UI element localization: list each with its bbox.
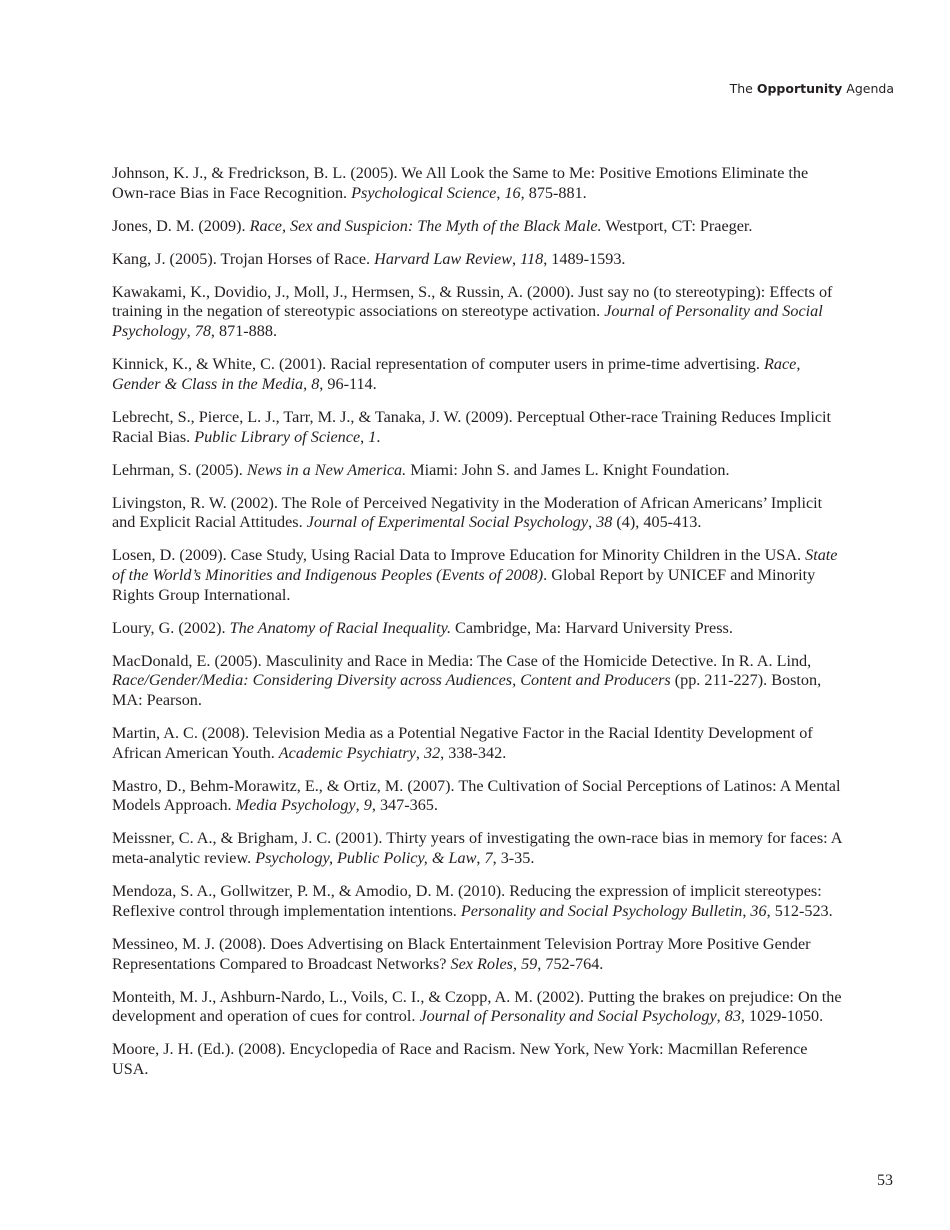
reference-text: , 338-342. — [440, 743, 507, 762]
reference-text: Meissner, C. A., & Brigham, J. C. (2001). Thirty years of investigating the own-race bias in memory for faces: A meta-analytic review. — [112, 829, 842, 868]
reference-italic: 36 — [750, 901, 767, 920]
reference-italic: Psychological Science — [351, 183, 497, 202]
reference-text: Miami: John S. and James L. Knight Foundation. — [406, 460, 730, 479]
reference-italic: Race/Gender/Media: Considering Diversity across Audiences, Content and Producers — [112, 671, 671, 690]
reference-text: Mastro, D., Behm-Morawitz, E., & Ortiz, M. (2007). The Cultivation of Social Perceptions of Latinos: A Mental Models Approach. — [112, 776, 841, 815]
reference-entry — [112, 283, 842, 342]
reference-italic: State of the World’s Minorities and Indigenous Peoples (Events of 2008) — [112, 546, 838, 584]
reference-text: , — [588, 513, 597, 532]
reference-entry — [112, 988, 842, 1027]
reference-italic: Academic Psychiatry — [278, 743, 416, 762]
reference-text: . Global Report by UNICEF and Minority Rights Group International. — [112, 565, 816, 604]
reference-italic: Media Psychology — [235, 796, 356, 815]
reference-text: , — [512, 249, 521, 268]
reference-text: , 347-365. — [371, 796, 438, 815]
reference-entry — [112, 494, 842, 533]
reference-italic: 16 — [504, 183, 521, 202]
reference-text: , 512-523. — [766, 901, 833, 920]
reference-text: , — [186, 322, 195, 341]
reference-entry — [112, 1040, 842, 1079]
header-post: Agenda — [846, 81, 894, 96]
reference-italic: Harvard Law Review — [374, 249, 513, 268]
header-pre: The — [729, 81, 753, 96]
reference-text: , — [716, 1007, 725, 1026]
reference-text: , 1029-1050. — [740, 1007, 824, 1026]
reference-text: Lebrecht, S., Pierce, L. J., Tarr, M. J., & Tanaka, J. W. (2009). Perceptual Other-race Training Reduces Implicit Racial Bias. — [112, 407, 832, 446]
reference-entry — [112, 355, 842, 394]
reference-text: , — [360, 427, 369, 446]
reference-italic: News in a New America. — [246, 460, 407, 479]
reference-text: (pp. 211-227). Boston, MA: Pearson. — [112, 671, 822, 710]
reference-text: , — [415, 743, 424, 762]
reference-text: , — [303, 374, 312, 393]
reference-italic: Psychology, Public Policy, & Law — [255, 849, 477, 868]
reference-text: , 3-35. — [492, 849, 535, 868]
reference-list — [112, 164, 842, 1093]
reference-italic: Race, Gender & Class in the Media — [112, 355, 801, 393]
reference-italic: The Anatomy of Racial Inequality. — [229, 618, 451, 637]
reference-italic: 7 — [484, 849, 493, 868]
reference-text: , 96-114. — [319, 374, 377, 393]
reference-italic: Journal of Experimental Social Psychology — [306, 513, 589, 532]
reference-entry — [112, 829, 842, 868]
reference-italic: Personality and Social Psychology Bulletin — [460, 901, 743, 920]
reference-italic: 8 — [311, 374, 320, 393]
reference-entry — [112, 777, 842, 816]
reference-italic: 1 — [368, 427, 377, 446]
reference-text: Messineo, M. J. (2008). Does Advertising on Black Entertainment Television Portray More Positive Gender Representations Compared to Broadcast Networks? — [112, 934, 811, 973]
reference-entry — [112, 408, 842, 447]
reference-entry — [112, 217, 842, 237]
reference-text: , 875-881. — [520, 183, 587, 202]
reference-text: , — [512, 954, 522, 973]
reference-text: Jones, D. M. (2009). — [112, 216, 250, 235]
reference-text: Losen, D. (2009). Case Study, Using Racial Data to Improve Education for Minority Children in the USA. — [112, 546, 806, 565]
reference-text: Loury, G. (2002). — [112, 618, 230, 637]
reference-text: Kang, J. (2005). Trojan Horses of Race. — [112, 249, 375, 268]
reference-italic: Journal of Personality and Social Psychology — [419, 1007, 717, 1026]
reference-entry — [112, 619, 842, 639]
reference-italic: 38 — [596, 513, 613, 532]
reference-text: Livingston, R. W. (2002). The Role of Perceived Negativity in the Moderation of African Americans’ Implicit and Explicit Racial Attitudes. — [112, 493, 823, 532]
reference-italic: Sex Roles — [450, 954, 513, 973]
running-header — [730, 81, 894, 96]
reference-italic: 78 — [194, 322, 211, 341]
reference-text: Cambridge, Ma: Harvard University Press. — [451, 618, 733, 637]
reference-text: , — [742, 901, 751, 920]
reference-italic: 83 — [724, 1007, 741, 1026]
reference-text: , 871-888. — [210, 322, 277, 341]
reference-entry — [112, 652, 842, 711]
reference-italic: Race, Sex and Suspicion: The Myth of the Black Male. — [249, 216, 602, 235]
reference-text: Johnson, K. J., & Fredrickson, B. L. (2005). We All Look the Same to Me: Positive Emotions Eliminate the Own-race Bias in Face Recognition. — [112, 164, 809, 202]
reference-text: Mendoza, S. A., Gollwitzer, P. M., & Amodio, D. M. (2010). Reducing the expression of implicit stereotypes: Reflexive control through implementation intentions. — [112, 882, 822, 920]
reference-entry — [112, 935, 842, 974]
reference-text: MacDonald, E. (2005). Masculinity and Race in Media: The Case of the Homicide Detective. In R. A. Lind, — [112, 651, 812, 670]
reference-text: , — [355, 796, 364, 815]
reference-text: Westport, CT: Praeger. — [601, 216, 753, 235]
reference-entry — [112, 164, 842, 203]
reference-italic: 59 — [521, 954, 538, 973]
reference-text: Monteith, M. J., Ashburn-Nardo, L., Voils, C. I., & Czopp, A. M. (2002). Putting the brakes on prejudice: On the development and operation of cues for control. — [112, 987, 842, 1026]
reference-italic: Public Library of Science — [194, 427, 361, 446]
reference-entry — [112, 461, 842, 481]
reference-text: Martin, A. C. (2008). Television Media as a Potential Negative Factor in the Racial Identity Development of African American Youth. — [112, 724, 813, 762]
reference-entry — [112, 250, 842, 270]
reference-text: , 752-764. — [537, 954, 604, 973]
reference-text: , — [476, 849, 485, 868]
reference-text: (4), 405-413. — [612, 513, 702, 532]
reference-text: . — [376, 427, 381, 446]
reference-text: Lehrman, S. (2005). — [112, 460, 247, 479]
reference-text: , — [496, 183, 505, 202]
reference-entry — [112, 882, 842, 921]
reference-text: Kinnick, K., & White, C. (2001). Racial representation of computer users in prime-time advertising. — [112, 355, 764, 374]
reference-italic: 9 — [363, 796, 372, 815]
reference-text: Moore, J. H. (Ed.). (2008). Encyclopedia of Race and Racism. New York, New York: Macmillan Reference USA. — [112, 1040, 808, 1078]
header-bold: Opportunity — [756, 81, 843, 96]
reference-entry — [112, 546, 842, 605]
reference-italic: Journal of Personality and Social Psychology — [112, 302, 823, 341]
reference-italic: 118 — [520, 249, 544, 268]
reference-text: , 1489-1593. — [543, 249, 626, 268]
reference-italic: 32 — [423, 743, 441, 762]
page-number: 53 — [877, 1172, 893, 1189]
reference-text: Kawakami, K., Dovidio, J., Moll, J., Hermsen, S., & Russin, A. (2000). Just say no (to stereotyping): Effects of training in the negation of stereotypic associations on stereotype activation. — [112, 282, 833, 321]
reference-entry — [112, 724, 842, 763]
